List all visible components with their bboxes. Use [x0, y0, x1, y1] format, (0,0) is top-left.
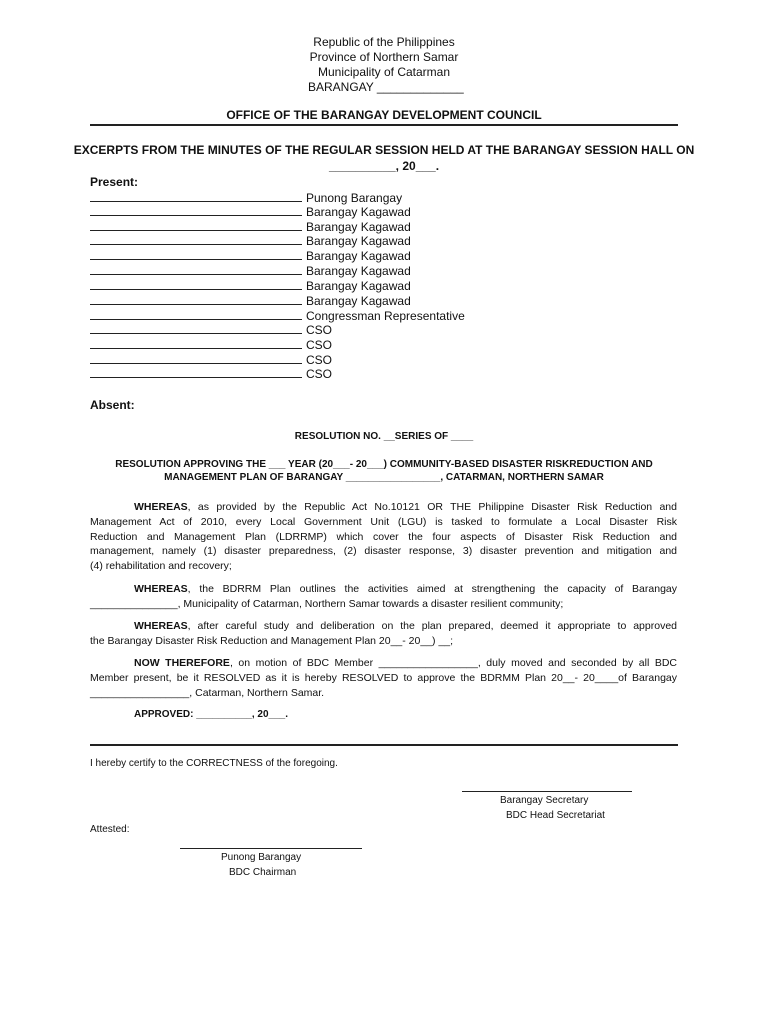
member-signature-line — [90, 279, 302, 290]
header-divider — [90, 124, 678, 126]
member-signature-line — [90, 234, 302, 245]
header-municipality: Municipality of Catarman — [317, 65, 451, 79]
member-signature-line — [90, 353, 302, 364]
member-role: Barangay Kagawad — [306, 294, 411, 308]
member-role: Congressman Representative — [306, 309, 465, 323]
certify-text: I hereby certify to the CORRECTNESS of the foregoing. — [90, 758, 338, 769]
member-row — [90, 353, 332, 367]
member-role: Barangay Kagawad — [306, 220, 411, 234]
member-signature-line — [90, 205, 302, 216]
present-label: Present: — [90, 175, 139, 189]
body-divider — [90, 744, 678, 746]
now-therefore-clause: NOW THEREFORE, on motion of BDC Member _________________, duly moved and seconded by all BDC Member present, be it RESOLVED as it is hereby RESOLVED to approve the BDRMM Plan 20__- 20____of Barangay _________________, Catarman, Northern Samar. — [90, 657, 677, 699]
member-role: CSO — [306, 367, 333, 381]
member-signature-line — [90, 309, 302, 320]
whereas-clause-3: WHEREAS, after careful study and deliberation on the plan prepared, deemed it appropriate to approved the Barangay Disaster Risk Reduction and Management Plan 20__- 20__) __; — [90, 620, 677, 647]
excerpt-line-2: __________, 20___. — [328, 159, 440, 173]
secretary-signature-line — [462, 791, 632, 792]
member-row — [90, 234, 411, 248]
member-row — [90, 191, 402, 205]
member-role: Punong Barangay — [306, 191, 403, 205]
secretary-title: Barangay Secretary — [500, 795, 589, 806]
approved-line: APPROVED: __________, 20___. — [134, 709, 288, 720]
member-signature-line — [90, 249, 302, 260]
member-row — [90, 323, 332, 337]
absent-label: Absent: — [90, 398, 135, 412]
whereas-lead: WHEREAS — [134, 620, 188, 632]
whereas-lead: WHEREAS — [134, 501, 188, 513]
resolution-title-line-2: MANAGEMENT PLAN OF BARANGAY _________________, CATARMAN, NORTHERN SAMAR — [164, 472, 604, 483]
member-signature-line — [90, 191, 302, 202]
member-row — [90, 264, 411, 278]
attested-label: Attested: — [90, 824, 130, 835]
member-signature-line — [90, 264, 302, 275]
member-signature-line — [90, 323, 302, 334]
chairman-signature-line — [180, 848, 362, 849]
resolution-number: RESOLUTION NO. __SERIES OF ____ — [294, 431, 474, 442]
member-row — [90, 309, 465, 323]
whereas-clause-2: WHEREAS, the BDRRM Plan outlines the activities aimed at strengthening the capacity of Barangay _______________, Municipality of Catarman, Northern Samar towards a disaster resilient community; — [90, 583, 677, 610]
resolution-title-line-1: RESOLUTION APPROVING THE ___ YEAR (20___- 20___) COMMUNITY-BASED DISASTER RISKREDUCTION AND — [115, 459, 653, 470]
member-role: Barangay Kagawad — [306, 279, 411, 293]
member-row — [90, 220, 411, 234]
member-role: Barangay Kagawad — [306, 249, 411, 263]
chairman-subtitle: BDC Chairman — [229, 867, 297, 878]
member-signature-line — [90, 294, 302, 305]
member-signature-line — [90, 338, 302, 349]
header-province: Province of Northern Samar — [309, 50, 459, 64]
member-signature-line — [90, 220, 302, 231]
member-signature-line — [90, 367, 302, 378]
member-role: Barangay Kagawad — [306, 205, 411, 219]
header-republic: Republic of the Philippines — [313, 35, 455, 49]
member-role: Barangay Kagawad — [306, 264, 411, 278]
member-role: CSO — [306, 323, 333, 337]
chairman-title: Punong Barangay — [221, 852, 302, 863]
member-row — [90, 279, 411, 293]
office-title: OFFICE OF THE BARANGAY DEVELOPMENT COUNCIL — [226, 108, 542, 122]
member-role: CSO — [306, 338, 333, 352]
member-row — [90, 367, 332, 381]
whereas-lead: WHEREAS — [134, 583, 188, 595]
whereas-clause-1: WHEREAS, as provided by the Republic Act No.10121 OR THE Philippine Disaster Risk Reduction and Management Act of 2010, every Local Government Unit (LGU) is tasked to formulate a Local Disaster Risk Reduction and Management Plan (LDRRMP) which cover the four aspects of Disaster Risk Reduction and management, namely (1) disaster preparedness, (2) disaster response, 3) disaster prevention and mitigation and (4) rehabilitation and recovery; — [90, 501, 677, 573]
secretary-subtitle: BDC Head Secretariat — [506, 810, 605, 821]
member-role: CSO — [306, 353, 333, 367]
member-row — [90, 205, 411, 219]
member-row — [90, 249, 411, 263]
member-row — [90, 338, 332, 352]
excerpt-line-1: EXCERPTS FROM THE MINUTES OF THE REGULAR SESSION HELD AT THE BARANGAY SESSION HALL ON — [73, 143, 695, 157]
therefore-lead: NOW THEREFORE — [134, 657, 230, 669]
member-row — [90, 294, 411, 308]
header-barangay: BARANGAY _____________ — [308, 80, 464, 94]
member-role: Barangay Kagawad — [306, 234, 411, 248]
